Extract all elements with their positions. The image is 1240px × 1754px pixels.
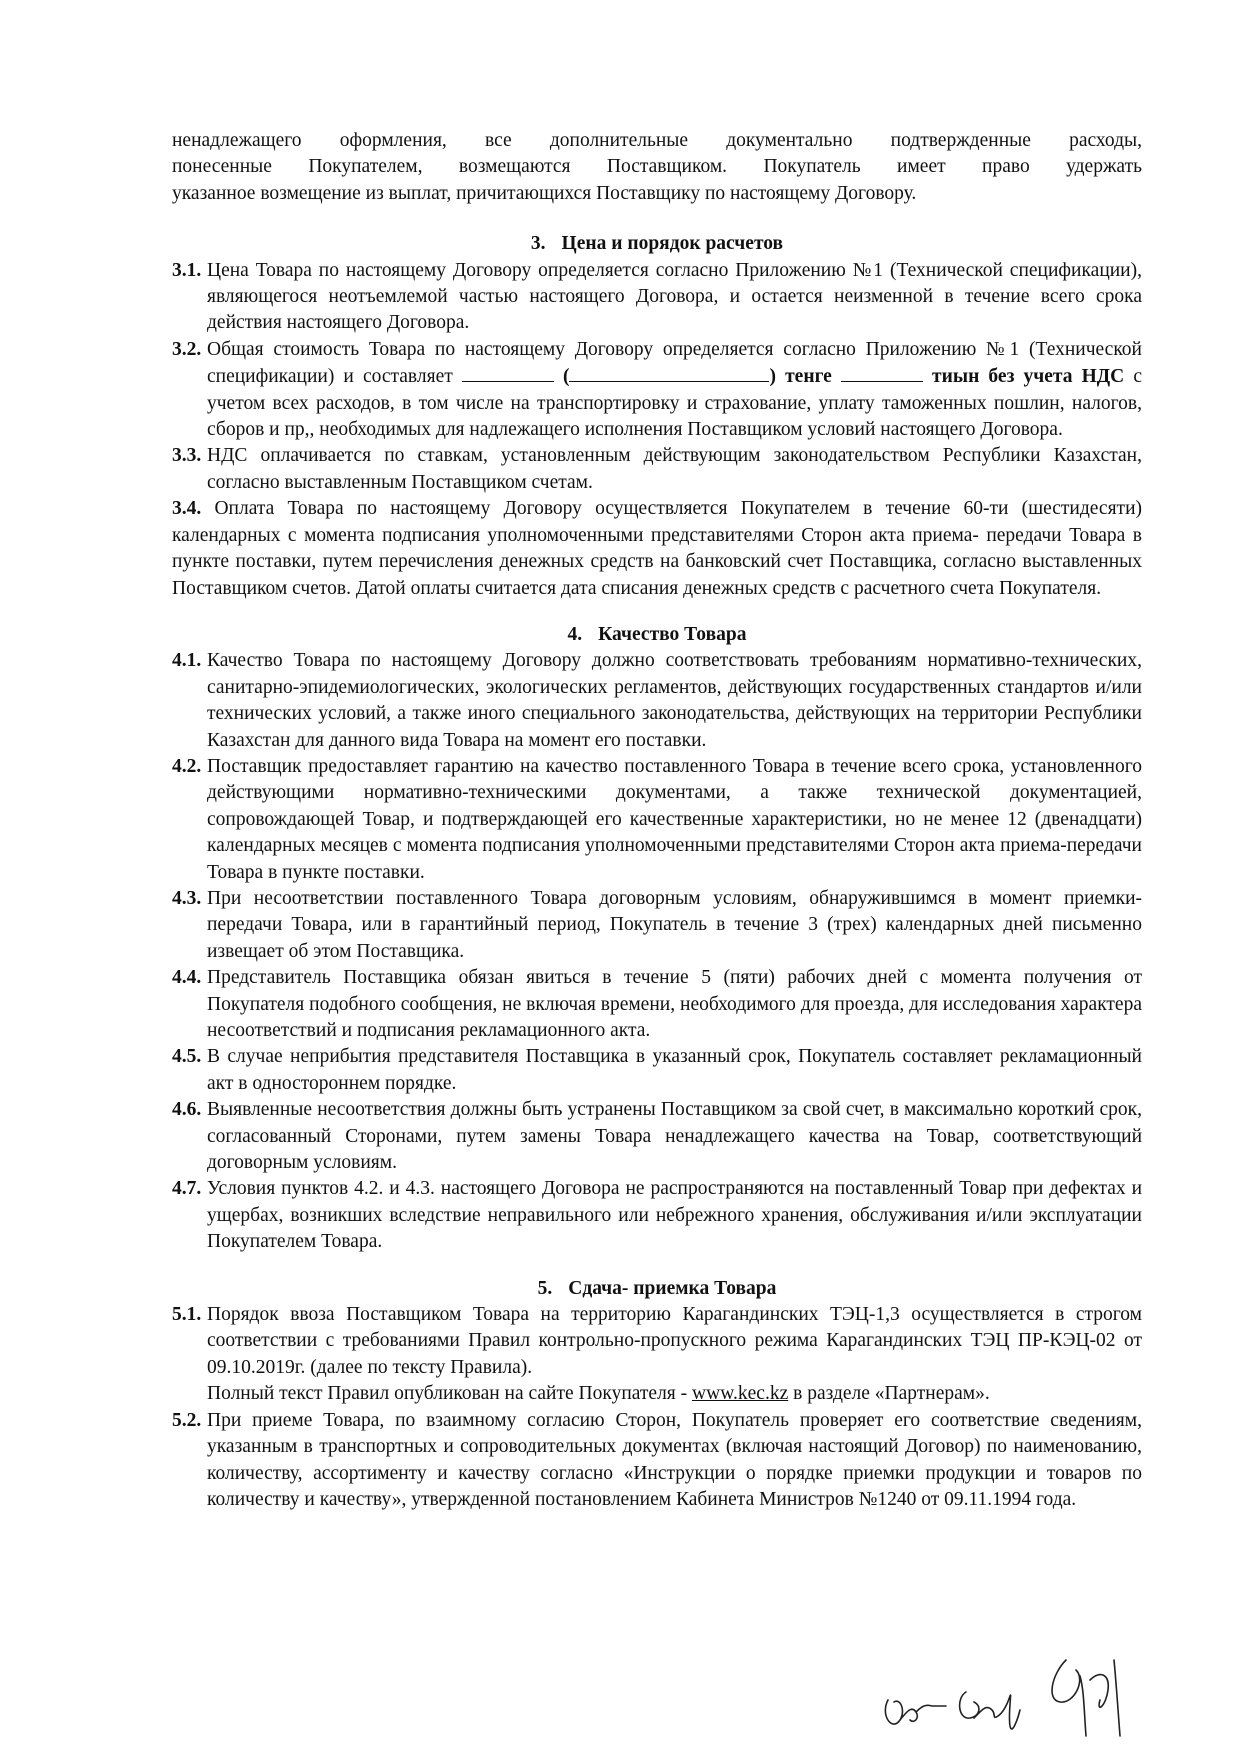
clause-text-part: Порядок ввоза Поставщиком Товара на территорию Карагандинских ТЭЦ-1,3 осуществляется в строгом соответствии с требованиями Правил контрольно-пропускного режима Карагандинских ТЭЦ ПР-КЭЦ-02 от 09.10.2019г. (далее по тексту Правила).: [207, 1304, 1142, 1378]
clause-number: 4.7.: [172, 1178, 202, 1200]
clause-3-1: [172, 258, 1142, 337]
clause-3-2: [172, 337, 1142, 444]
section-title: Качество Товара: [598, 623, 747, 645]
tiyn-blank: [841, 363, 923, 382]
clause-text: Цена Товара по настоящему Договору определяется согласно Приложению №1 (Технической спецификации), являющегося неотъемлемой частью настоящего Договора, и остается неизменной в течение всего срока действия настоящего Договора.: [207, 259, 1142, 334]
clause-text: Оплата Товара по настоящему Договору осуществляется Покупателем в течение 60-ти (шестидесяти) календарных с момента подписания уполномоченными представителями Сторон акта приема- передачи Товара в пункте поставки, путем перечисления денежных средств на банковский счет Поставщика, согласно выставленных Поставщиком счетов. Датой оплаты считается дата списания денежных средств с расчетного счета Покупателя.: [172, 498, 1143, 599]
clause-text-part: с учетом всех расходов, в том числе на транспортировку и страхование, уплату таможенных пошлин, налогов, сборов и пр,, необходимых для надлежащего исполнения Поставщиком условий настоящего Договора.: [207, 366, 1143, 441]
amount-blank: [462, 363, 554, 382]
publication-note: в разделе «Партнерам».: [793, 1383, 990, 1405]
intro-line: указанное возмещение из выплат, причитающихся Поставщику по настоящему Договору.: [172, 182, 917, 204]
clause-text: [207, 337, 1142, 444]
clause-number: 3.4.: [172, 498, 202, 520]
paren-close: ): [769, 366, 776, 388]
section-number: 5.: [537, 1277, 553, 1299]
clause-text: При приеме Товара, по взаимному согласию Сторон, Покупатель проверяет его соответствие сведениям, указанным в транспортных и сопроводительных документах (включая настоящий Договор) по наименованию, количеству, ассортименту и качеству согласно «Инструкции о порядке приемки продукции и товаров по количеству и качеству», утвержденной постановлением Кабинета Министров №1240 от 09.11.1994 года.: [207, 1409, 1142, 1510]
clause-text: [207, 1302, 1142, 1408]
clause-4-7: [172, 1176, 1142, 1255]
clause-number: 3.2.: [172, 338, 202, 360]
amount-words-blank: [569, 363, 769, 382]
clause-number: 4.1.: [172, 650, 202, 672]
clause-number: 4.4.: [172, 967, 202, 989]
clause-text: Качество Товара по настоящему Договору должно соответствовать требованиям нормативно-технических, санитарно-эпидемиологических, экологических регламентов, действующих государственных стандартов и/или технических условий, а также иного специального законодательства, действующих на территории Республики Казахстан для данного вида Товара на момент его поставки.: [207, 650, 1142, 751]
section-4-heading: [172, 622, 1142, 648]
handwritten-signatures: [870, 1640, 1170, 1740]
clause-5-2: [172, 1408, 1142, 1514]
clause-3-3: [172, 443, 1142, 496]
buyer-website-link[interactable]: www.kec.kz: [692, 1383, 789, 1405]
clause-text: Выявленные несоответствия должны быть устранены Поставщиком за свой счет, в максимально короткий срок, согласованный Сторонами, путем замены Товара ненадлежащего качества на Товар, соответствующий договорным условиям.: [207, 1099, 1142, 1174]
clause-text: В случае неприбытия представителя Поставщика в указанный срок, Покупатель составляет рекламационный акт в одностороннем порядке.: [207, 1046, 1142, 1094]
clause-4-5: [172, 1044, 1142, 1097]
clause-text: Условия пунктов 4.2. и 4.3. настоящего Договора не распространяются на поставленный Товар при дефектах и ущербах, возникших вследствие неправильного или небрежного хранения, обслуживания и/или эксплуатации Покупателем Товара.: [207, 1178, 1142, 1253]
section-number: 3.: [530, 233, 546, 255]
clause-4-4: [172, 965, 1142, 1044]
clause-number: 4.5.: [172, 1046, 202, 1068]
publication-note: Полный текст Правил опубликован на сайте Покупателя -: [207, 1383, 688, 1405]
clause-4-2: [172, 754, 1142, 886]
section-5-heading: [172, 1276, 1142, 1302]
section-title: Цена и порядок расчетов: [561, 233, 784, 255]
clause-3-4: [172, 496, 1142, 602]
clause-text: Представитель Поставщика обязан явиться в течение 5 (пяти) рабочих дней с момента получения от Покупателя подобного сообщения, не включая времени, необходимого для проезда, для исследования характера несоответствий и подписания рекламационного акта.: [207, 967, 1142, 1041]
clause-number: 3.1.: [172, 259, 202, 281]
clause-4-1: [172, 648, 1142, 754]
clause-text-part: Общая стоимость Товара по настоящему Договору определяется согласно Приложению №1 (Технической спецификации) и составляет: [207, 338, 1142, 388]
clause-number: 4.2.: [172, 755, 202, 777]
intro-line: ненадлежащего оформления, все дополнительные документально подтвержденные расходы,: [172, 130, 1142, 151]
paren-open: (: [562, 366, 570, 388]
signature-2: [960, 1692, 1020, 1729]
clause-text: При несоответствии поставленного Товара договорным условиям, обнаружившимся в момент приемки-передачи Товара, или в гарантийный период, Покупатель в течение 3 (трех) календарных дней письменно извещает об этом Поставщика.: [207, 887, 1142, 962]
clause-number: 5.1.: [172, 1304, 202, 1326]
clause-5-1: [172, 1302, 1142, 1408]
clause-text: НДС оплачивается по ставкам, установленным действующим законодательством Республики Казахстан, согласно выставленным Поставщиком счетам.: [207, 445, 1142, 493]
clause-number: 5.2.: [172, 1409, 202, 1431]
signature-1: [885, 1700, 946, 1724]
tiyn-without-vat: тиын без учета НДС: [932, 366, 1125, 388]
page-content: [172, 128, 1142, 1513]
clause-number: 4.3.: [172, 887, 202, 909]
signature-3: [1052, 1660, 1120, 1736]
clause-number: 4.6.: [172, 1099, 202, 1121]
section-number: 4.: [567, 623, 583, 645]
section-title: Сдача- приемка Товара: [568, 1277, 777, 1299]
intro-line: понесенные Покупателем, возмещаются Поставщиком. Покупатель имеет право удержать: [172, 156, 1142, 178]
clause-4-3: [172, 886, 1142, 965]
clause-number: 3.3.: [172, 445, 202, 467]
clause-text: Поставщик предоставляет гарантию на качество поставленного Товара в течение всего срока, установленного действующими нормативно-техническими документами, а также технической документацией, сопровождающей Товар, и подтверждающей его качественные характеристики, но не менее 12 (двенадцати) календарных месяцев с момента подписания уполномоченными представителями Сторон акта приема-передачи Товара в пункте поставки.: [207, 755, 1142, 883]
clause-4-6: [172, 1097, 1142, 1176]
section-3-heading: [172, 231, 1142, 257]
currency-tenge: тенге: [785, 366, 832, 388]
